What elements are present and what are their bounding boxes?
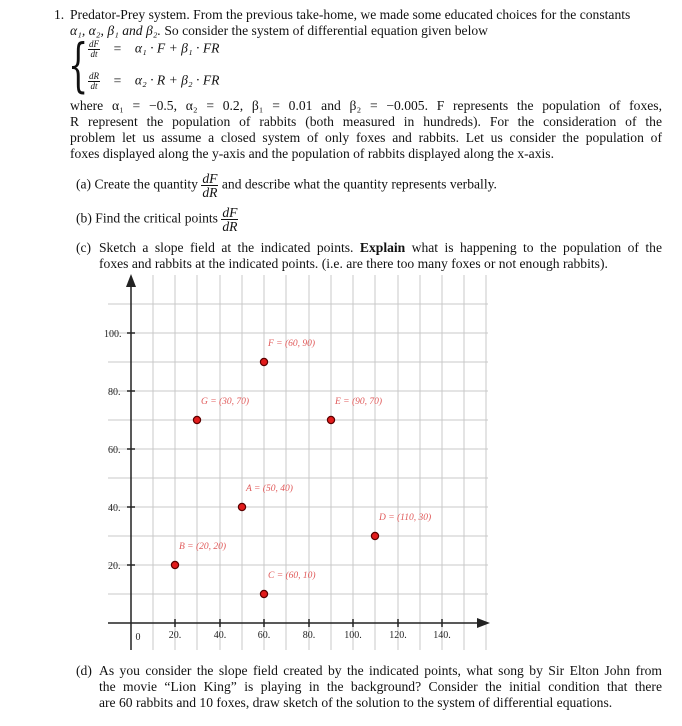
point-label-g: G = (30, 70) <box>201 397 250 407</box>
y-tick-100: 100. <box>104 329 122 340</box>
part-c-bold-explain: Explain <box>359 240 406 255</box>
where-line-1: where α₁ = −0.5, α₂ = 0.2, β₁ = 0.01 and β₂ = −0.005. F represents the population of foxes, <box>70 98 662 113</box>
point-a <box>238 503 245 510</box>
eq1-equals: = <box>113 40 122 56</box>
point-label-b: B = (20, 20) <box>179 542 227 552</box>
part-a-fraction: $\frac{dF}{dR}$ <box>202 171 218 200</box>
eq2-equals: = <box>113 72 122 88</box>
left-brace: { <box>68 31 89 99</box>
problem-intro-line1: Predator-Prey system. From the previous take-home, we made some educated choices for the constants <box>70 7 631 22</box>
x-tick-140: 140. <box>433 630 451 641</box>
x-tick-100: 100. <box>344 630 362 641</box>
eq2-rhs: α₂ · R + β₂ · FR <box>134 72 220 88</box>
point-f <box>260 358 267 365</box>
part-b-fraction: $\frac{dF}{dR}$ <box>222 205 238 234</box>
y-axis-arrow-icon <box>126 274 136 287</box>
part-d-line1: As you consider the slope field created by the indicated points, what song by Sir Elton John from <box>99 663 662 678</box>
point-d <box>371 532 378 539</box>
x-axis-arrow-icon <box>477 618 490 628</box>
constants-line: α₁, α₂, β₁ and β₂. <box>70 23 161 38</box>
part-d-line2: the movie “Lion King” is playing in the background? Consider the initial condition that there <box>99 679 662 694</box>
point-c <box>260 590 267 597</box>
x-tick-80: 80. <box>302 630 316 641</box>
grid-lines <box>108 275 488 650</box>
point-e <box>327 416 334 423</box>
x-tick-0: 0 <box>135 632 141 643</box>
eq2-lhs: $\frac{dR}{dt}$ <box>89 71 99 91</box>
point-label-c: C = (60, 10) <box>268 571 316 581</box>
part-c-text-after: what is happening to the population of the <box>411 240 662 255</box>
part-b-text: Find the critical points <box>95 210 218 226</box>
point-label-d: D = (110, 30) <box>379 513 432 523</box>
x-tick-labels <box>136 630 451 643</box>
part-c-label: (c) <box>76 240 92 255</box>
point-label-a: A = (50, 40) <box>246 484 293 494</box>
point-b <box>171 561 178 568</box>
where-line-3: problem let us assume a closed system of only foxes and rabbits. Let us consider the population of <box>70 130 662 145</box>
y-tick-60: 60. <box>108 445 121 456</box>
part-a-text-after: and describe what the quantity represents verbally. <box>221 176 497 192</box>
where-line-4: foxes displayed along the y-axis and the population of rabbits displayed along the x-axis. <box>70 146 554 161</box>
part-d-line3: are 60 rabbits and 10 foxes, draw sketch of the solution to the system of differential equations. <box>99 695 613 710</box>
eq1-rhs: α₁ · F + β₁ · FR <box>134 40 220 56</box>
eq1-lhs: $\frac{dF}{dt}$ <box>89 39 99 59</box>
part-c-line2: foxes and rabbits at the indicated points. (i.e. are there too many foxes or not enough rabbits). <box>99 256 608 271</box>
point-labels <box>179 338 431 581</box>
part-d-label: (d) <box>76 663 92 678</box>
part-a-label: (a) <box>76 176 92 192</box>
intro-line2-text: So consider the system of differential equation given below <box>164 23 488 38</box>
point-label-e: E = (90, 70) <box>335 397 383 407</box>
problem-number: 1. <box>54 7 65 22</box>
part-b-label: (b) <box>76 210 92 226</box>
x-tick-60: 60. <box>257 630 271 641</box>
y-tick-40: 40. <box>108 503 121 514</box>
x-tick-120: 120. <box>389 630 407 641</box>
where-line-2: R represent the population of rabbits (both measured in hundreds). For the consideration of the <box>70 114 662 129</box>
y-tick-80: 80. <box>108 387 121 398</box>
y-tick-20: 20. <box>108 561 121 572</box>
x-tick-40: 40. <box>213 630 227 641</box>
x-tick-20: 20. <box>168 630 182 641</box>
point-g <box>193 416 200 423</box>
part-c-text: Sketch a slope field at the indicated points. <box>99 240 354 255</box>
point-label-f: F = (60, 90) <box>268 339 316 349</box>
part-a-text-before: Create the quantity <box>94 176 198 192</box>
